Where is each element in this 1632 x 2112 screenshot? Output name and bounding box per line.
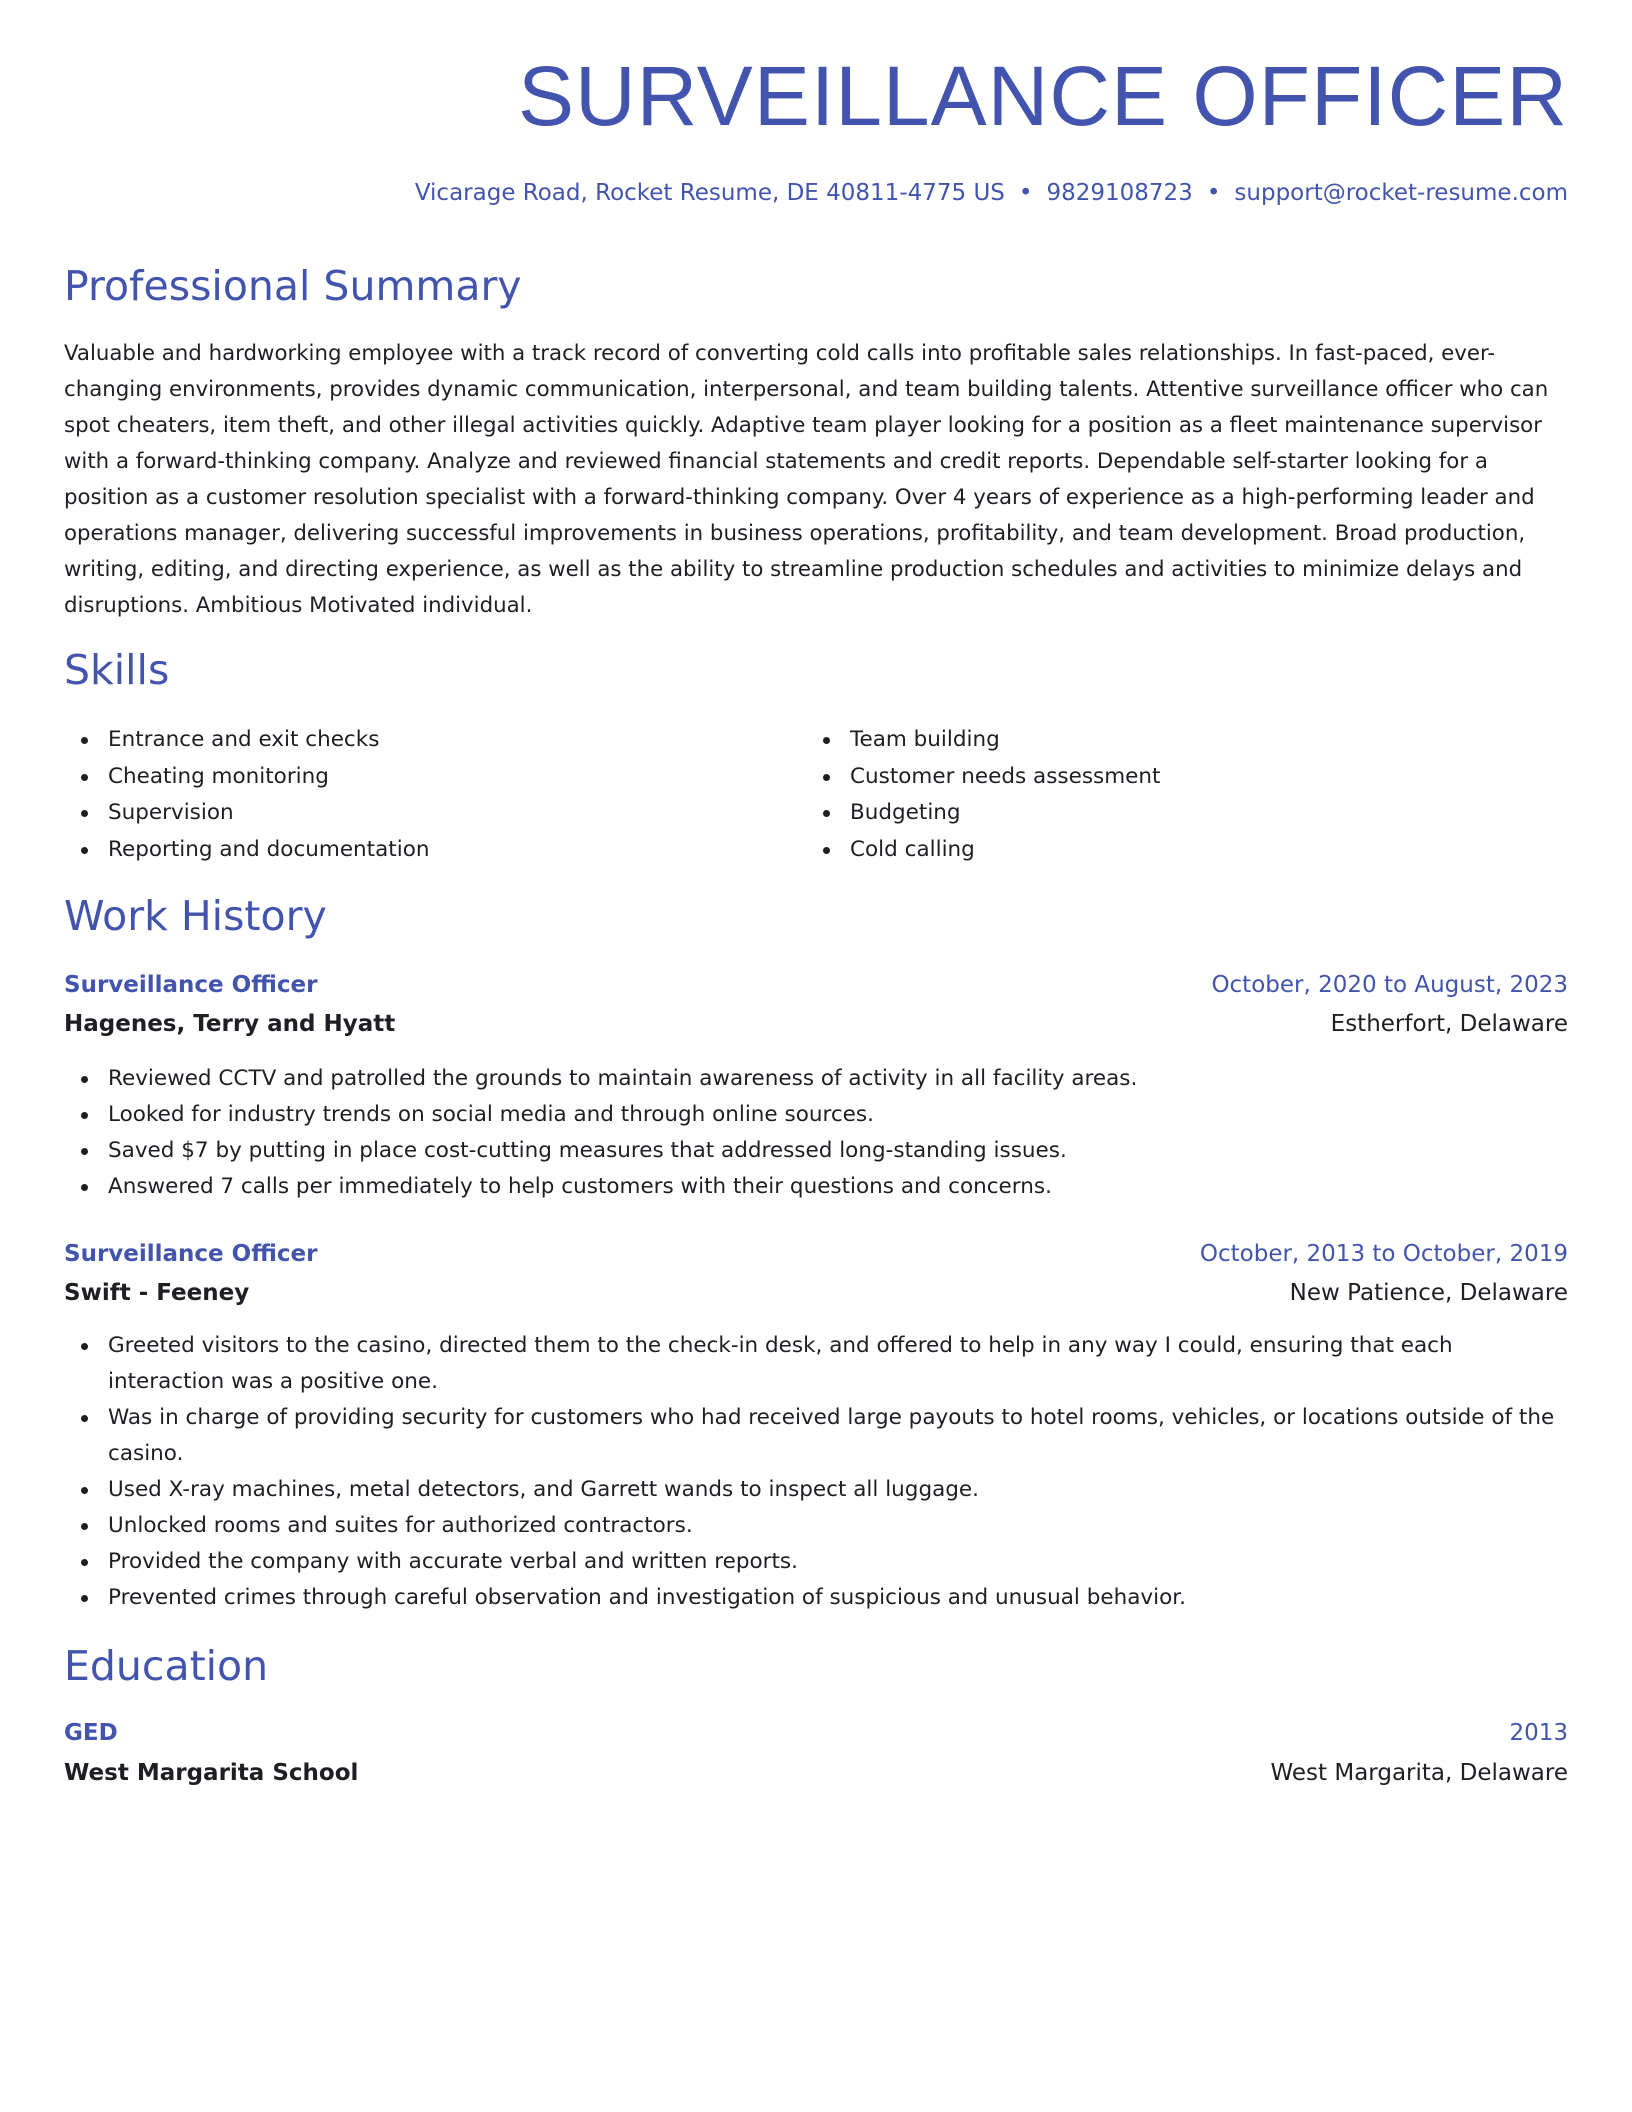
education-location: West Margarita, Delaware	[1270, 1760, 1568, 1786]
skill-item: Customer needs assessment	[850, 759, 1160, 796]
skill-item: Team building	[850, 722, 1160, 759]
education-school: West Margarita School	[64, 1760, 359, 1786]
job-title: Surveillance Officer	[64, 972, 318, 998]
work-history-heading: Work History	[64, 892, 327, 940]
job-title: Surveillance Officer	[64, 1241, 318, 1267]
duty-item: Saved $7 by putting in place cost-cutting measures that addressed long-standing issues.	[108, 1133, 1568, 1169]
duty-item: Unlocked rooms and suites for authorized contractors.	[108, 1508, 1568, 1544]
job-duties	[64, 1328, 1568, 1616]
skill-item: Budgeting	[850, 795, 1160, 832]
job-company: Hagenes, Terry and Hyatt	[64, 1011, 396, 1037]
education-heading: Education	[64, 1642, 269, 1690]
duty-item: Greeted visitors to the casino, directed them to the check-in desk, and offered to help in any way I could, ensuring that each interaction was a positive one.	[108, 1328, 1568, 1400]
contact-phone: 9829108723	[1046, 180, 1193, 206]
contact-separator: •	[1206, 180, 1221, 206]
job-duties	[64, 1061, 1568, 1205]
candidate-name: SURVEILLANCE OFFICER	[517, 49, 1568, 143]
contact-address: Vicarage Road, Rocket Resume, DE 40811-4775 US	[414, 180, 1005, 206]
education-year: 2013	[1509, 1720, 1568, 1746]
education-degree: GED	[64, 1720, 118, 1746]
job-location: New Patience, Delaware	[1289, 1280, 1568, 1306]
duty-item: Looked for industry trends on social media and through online sources.	[108, 1097, 1568, 1133]
skills-list-left	[64, 722, 429, 868]
job-location: Estherfort, Delaware	[1330, 1011, 1568, 1037]
skill-item: Reporting and documentation	[108, 832, 429, 869]
summary-text: Valuable and hardworking employee with a track record of converting cold calls into profitable sales relationships. In fast-paced, ever-changing environments, provides dynamic communication, interpersonal, and team building talents. Attentive surveillance officer who can spot cheaters, item theft, and other illegal activities quickly. Adaptive team player looking for a position as a fleet maintenance supervisor with a forward-thinking company. Analyze and reviewed financial statements and credit reports. Dependable self-starter looking for a position as a customer resolution specialist with a forward-thinking company. Over 4 years of experience as a high-performing leader and operations manager, delivering successful improvements in business operations, profitability, and team development. Broad production, writing, editing, and directing experience, as well as the ability to streamline production schedules and activities to minimize delays and disruptions. Ambitious Motivated individual.	[64, 341, 1549, 618]
contact-line	[415, 180, 1568, 208]
job-dates: October, 2013 to October, 2019	[1199, 1241, 1568, 1267]
skills-list-right	[806, 722, 1160, 868]
duty-item: Provided the company with accurate verbal and written reports.	[108, 1544, 1568, 1580]
contact-email: support@rocket-resume.com	[1234, 180, 1568, 206]
skill-item: Cheating monitoring	[108, 759, 429, 796]
duty-item: Reviewed CCTV and patrolled the grounds to maintain awareness of activity in all facility areas.	[108, 1061, 1568, 1097]
summary-heading: Professional Summary	[64, 262, 522, 310]
skill-item: Entrance and exit checks	[108, 722, 429, 759]
duty-item: Was in charge of providing security for customers who had received large payouts to hotel rooms, vehicles, or locations outside of the casino.	[108, 1400, 1568, 1472]
contact-separator: •	[1018, 180, 1033, 206]
job-dates: October, 2020 to August, 2023	[1211, 972, 1568, 998]
duty-item: Prevented crimes through careful observation and investigation of suspicious and unusual behavior.	[108, 1580, 1568, 1616]
duty-item: Answered 7 calls per immediately to help customers with their questions and concerns.	[108, 1169, 1568, 1205]
skills-heading: Skills	[64, 646, 170, 694]
skill-item: Supervision	[108, 795, 429, 832]
job-company: Swift - Feeney	[64, 1280, 250, 1306]
skill-item: Cold calling	[850, 832, 1160, 869]
duty-item: Used X-ray machines, metal detectors, and Garrett wands to inspect all luggage.	[108, 1472, 1568, 1508]
